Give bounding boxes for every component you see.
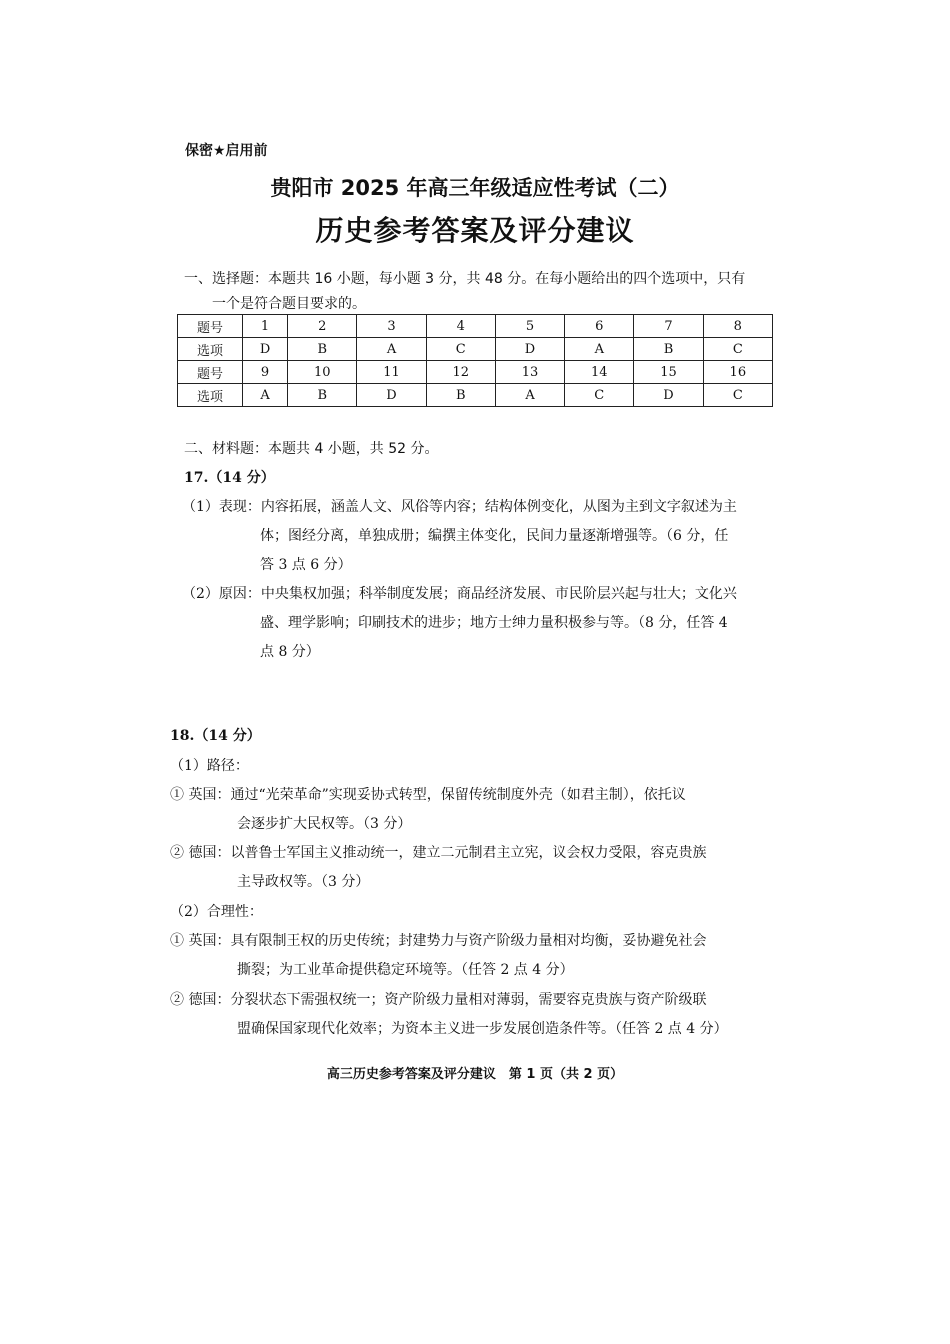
q17-p2-line3: 点 8 分） xyxy=(260,644,320,660)
table-row xyxy=(178,384,773,407)
q18-s2-item-b-line1: ② 德国：分裂状态下需强权统一；资产阶级力量相对薄弱，需要容克贵族与资产阶级联 xyxy=(170,992,707,1008)
answer-cell: B xyxy=(634,338,703,361)
answer-cell: C xyxy=(703,338,772,361)
question-number: 5 xyxy=(495,315,564,338)
answer-cell: D xyxy=(495,338,564,361)
table-row xyxy=(178,338,773,361)
part1-intro-line1: 一、选择题：本题共 16 小题，每小题 3 分，共 48 分。在每小题给出的四个选项中，只有 xyxy=(184,271,746,287)
answer-cell: D xyxy=(357,384,426,407)
question-number: 4 xyxy=(426,315,495,338)
answer-cell: C xyxy=(703,384,772,407)
answer-cell: A xyxy=(495,384,564,407)
q18-s2-item-a-line1: ① 英国：具有限制王权的历史传统；封建势力与资产阶级力量相对均衡，妥协避免社会 xyxy=(170,933,707,949)
table-row xyxy=(178,361,773,384)
q17-p1-line3: 答 3 点 6 分） xyxy=(260,557,352,573)
question-number: 15 xyxy=(634,361,703,384)
q18-s2-item-a-line2: 撕裂；为工业革命提供稳定环境等。（任答 2 点 4 分） xyxy=(237,962,574,978)
answer-cell: A xyxy=(565,338,634,361)
q18-section1-label: （1）路径： xyxy=(170,758,249,774)
question-number: 2 xyxy=(288,315,357,338)
question-label: 题号 xyxy=(178,361,243,384)
answer-cell: C xyxy=(426,338,495,361)
page-footer: 高三历史参考答案及评分建议 第 1 页（共 2 页） xyxy=(326,1067,624,1082)
question-number: 16 xyxy=(703,361,772,384)
q17-heading: 17.（14 分） xyxy=(184,470,275,486)
answer-cell: B xyxy=(288,338,357,361)
question-number: 8 xyxy=(703,315,772,338)
part2-intro: 二、材料题：本题共 4 小题，共 52 分。 xyxy=(184,441,439,457)
q18-s1-item-a-line1: ① 英国：通过“光荣革命”实现妥协式转型，保留传统制度外壳（如君主制），依托议 xyxy=(170,787,686,803)
question-number: 7 xyxy=(634,315,703,338)
question-number: 12 xyxy=(426,361,495,384)
answer-cell: A xyxy=(243,384,288,407)
q18-s1-item-a-line2: 会逐步扩大民权等。（3 分） xyxy=(237,816,412,832)
q18-s1-item-b-line2: 主导政权等。（3 分） xyxy=(237,874,370,890)
answer-cell: D xyxy=(243,338,288,361)
answer-table xyxy=(177,314,773,407)
question-number: 11 xyxy=(357,361,426,384)
exam-title: 贵阳市 2025 年高三年级适应性考试（二） xyxy=(270,176,680,200)
q17-p1-line2: 体；图经分离，单独成册；编撰主体变化，民间力量逐渐增强等。（6 分，任 xyxy=(260,528,729,544)
question-number: 10 xyxy=(288,361,357,384)
q18-heading: 18.（14 分） xyxy=(170,728,261,744)
q18-s1-item-b-line1: ② 德国：以普鲁士军国主义推动统一，建立二元制君主立宪，议会权力受限，容克贵族 xyxy=(170,845,707,861)
question-label: 题号 xyxy=(178,315,243,338)
q18-s2-item-b-line2: 盟确保国家现代化效率；为资本主义进一步发展创造条件等。（任答 2 点 4 分） xyxy=(237,1021,728,1037)
question-number: 1 xyxy=(243,315,288,338)
option-label: 选项 xyxy=(178,384,243,407)
q17-p1-line1: （1）表现：内容拓展，涵盖人文、风俗等内容；结构体例变化，从图为主到文字叙述为主 xyxy=(182,499,737,515)
part1-intro-line2: 一个是符合题目要求的。 xyxy=(212,296,366,312)
question-number: 14 xyxy=(565,361,634,384)
question-number: 13 xyxy=(495,361,564,384)
confidential-mark: 保密★启用前 xyxy=(185,143,268,159)
table-row xyxy=(178,315,773,338)
answer-cell: B xyxy=(288,384,357,407)
q17-p2-line1: （2）原因：中央集权加强；科举制度发展；商品经济发展、市民阶层兴起与壮大；文化兴 xyxy=(182,586,737,602)
question-number: 3 xyxy=(357,315,426,338)
answer-cell: A xyxy=(357,338,426,361)
answer-cell: C xyxy=(565,384,634,407)
answer-cell: D xyxy=(634,384,703,407)
document-title: 历史参考答案及评分建议 xyxy=(315,214,635,247)
q18-section2-label: （2）合理性： xyxy=(170,904,263,920)
answer-cell: B xyxy=(426,384,495,407)
question-number: 9 xyxy=(243,361,288,384)
option-label: 选项 xyxy=(178,338,243,361)
question-number: 6 xyxy=(565,315,634,338)
q17-p2-line2: 盛、理学影响；印刷技术的进步；地方士绅力量积极参与等。（8 分，任答 4 xyxy=(260,615,728,631)
